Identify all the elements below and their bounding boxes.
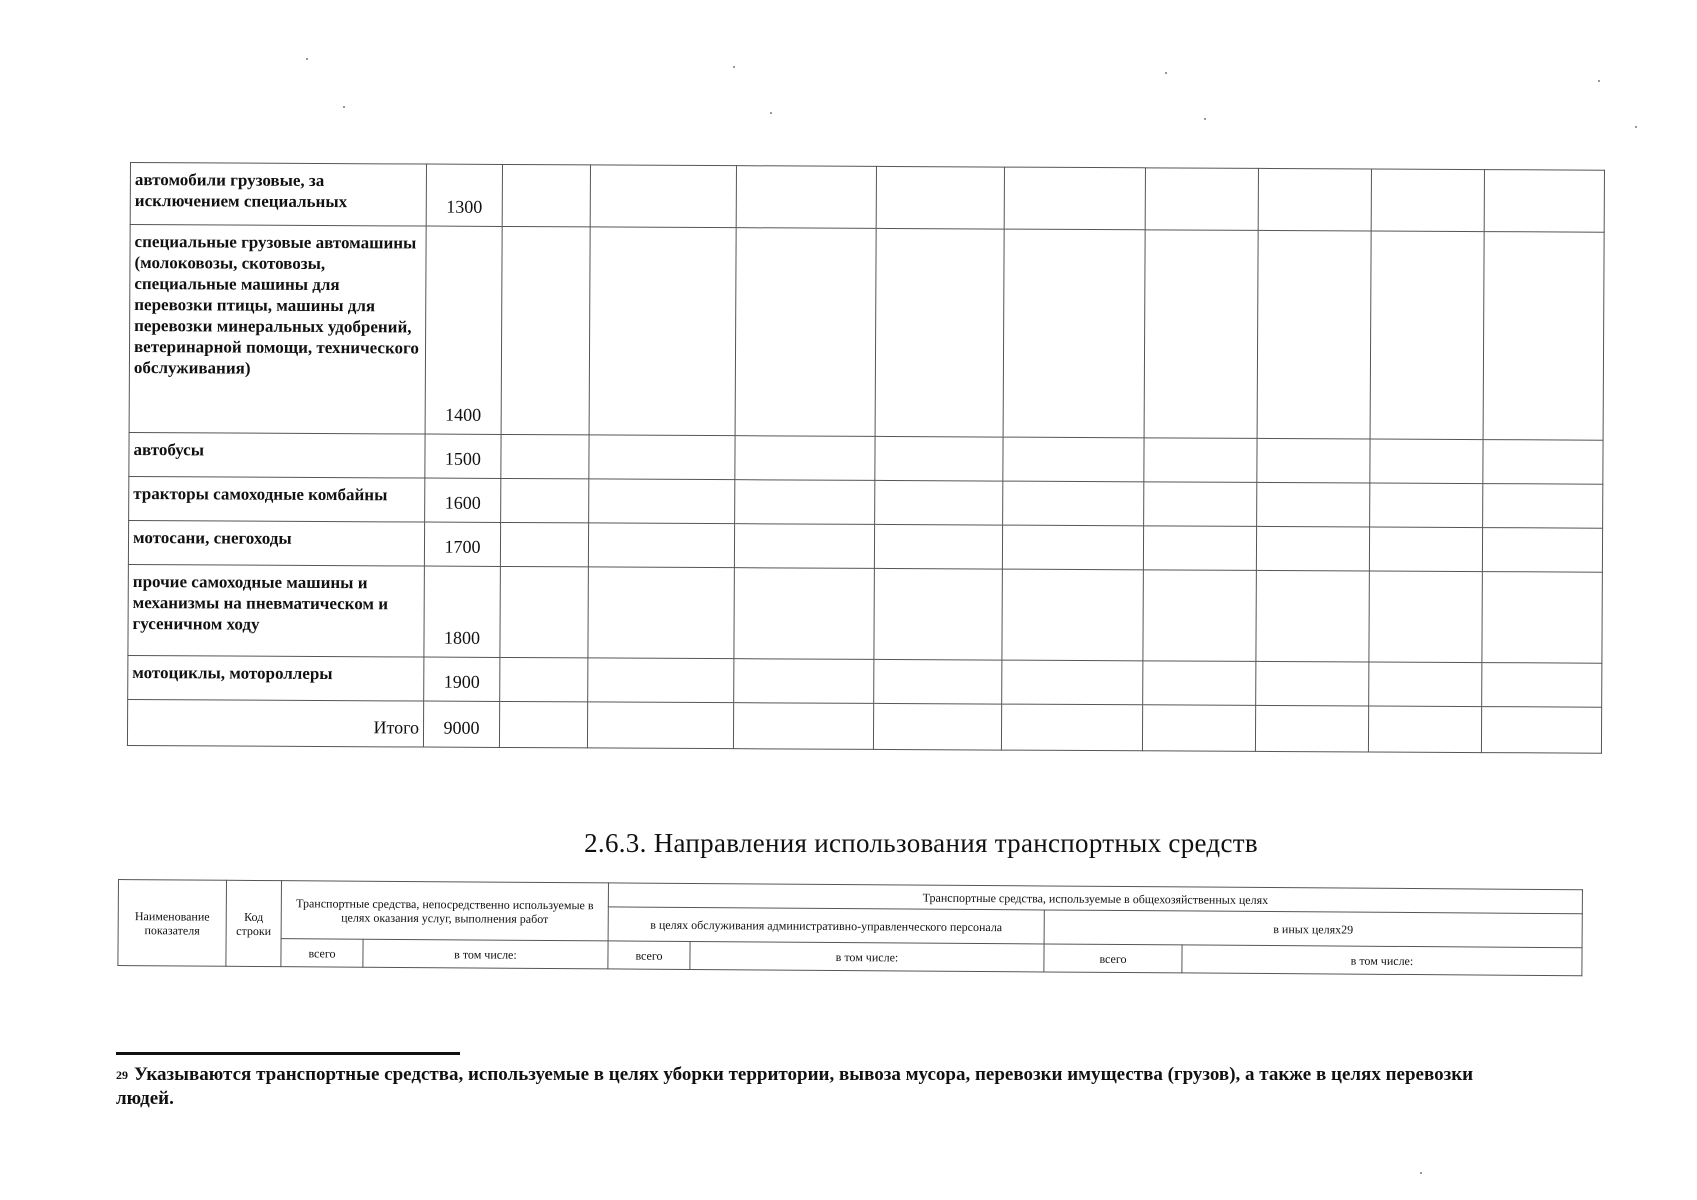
table-row	[130, 163, 1604, 233]
table-row	[128, 655, 1602, 707]
usage-table	[117, 879, 1583, 976]
table-row	[128, 520, 1602, 572]
header-code: Код строки	[226, 880, 282, 966]
footnote	[116, 1063, 1516, 1111]
scan-speck	[770, 112, 772, 114]
scan-speck	[343, 106, 345, 108]
total-code: 9000	[423, 701, 499, 747]
footnote-text: Указываются транспортные средства, используемые в целях уборки территории, вывоза мусора, перевозки имущества (грузов), а также в целях перевозки людей.	[116, 1064, 1474, 1109]
table-total-row	[127, 699, 1601, 753]
header-general-use: Транспортные средства, используемые в общехозяйственных целях	[608, 883, 1582, 914]
table-row	[129, 432, 1603, 484]
header-other-purposes: в иных целях29	[1044, 910, 1582, 948]
footnote-number: 29	[116, 1068, 128, 1082]
table-row	[128, 564, 1602, 663]
header-including: в том числе:	[690, 941, 1044, 971]
row-label: мотосани, снегоходы	[128, 520, 424, 566]
section-heading: 2.6.3. Направления использования транспортных средств	[584, 828, 1258, 858]
row-label: прочие самоходные машины и механизмы на пневматическом и гусеничном ходу	[128, 564, 424, 657]
scan-speck	[1165, 72, 1167, 74]
header-name: Наименование показателя	[118, 880, 227, 967]
vehicle-table	[127, 162, 1605, 754]
row-code: 1700	[424, 522, 500, 566]
row-code: 1600	[425, 478, 501, 522]
table-row	[129, 225, 1604, 441]
header-direct-use: Транспортные средства, непосредственно используемые в целях оказания услуг, выполнения работ	[281, 881, 608, 941]
row-label: автобусы	[129, 432, 425, 478]
row-code: 1900	[424, 657, 500, 701]
header-total: всего	[281, 939, 363, 968]
scan-speck	[1635, 126, 1637, 128]
scan-speck	[733, 66, 735, 68]
header-admin-staff: в целях обслуживания административно-управленческого персонала	[608, 907, 1044, 944]
row-label: специальные грузовые автомашины (молоковозы, скотовозы, специальные машины для перевозки птицы, машины для перевозки минеральных удобрений, ветеринарной помощи, технического обслуживания)	[129, 225, 426, 435]
scan-speck	[306, 58, 308, 60]
header-including: в том числе:	[1182, 945, 1582, 976]
header-including: в том числе:	[363, 939, 608, 969]
row-label: мотоциклы, мотороллеры	[128, 655, 424, 701]
row-code: 1500	[425, 434, 501, 478]
row-code: 1400	[425, 226, 502, 434]
row-code: 1300	[426, 164, 502, 226]
scan-speck	[1204, 118, 1206, 120]
scan-speck	[1420, 1172, 1422, 1174]
scan-speck	[1598, 80, 1600, 82]
total-label: Итого	[127, 699, 423, 747]
table-row	[129, 476, 1603, 528]
header-total: всего	[1044, 944, 1182, 973]
footnote-divider	[116, 1052, 460, 1055]
row-label: автомобили грузовые, за исключением специальных	[130, 163, 426, 227]
row-code: 1800	[424, 566, 500, 657]
header-total: всего	[608, 941, 690, 970]
row-label: тракторы самоходные комбайны	[129, 476, 425, 522]
